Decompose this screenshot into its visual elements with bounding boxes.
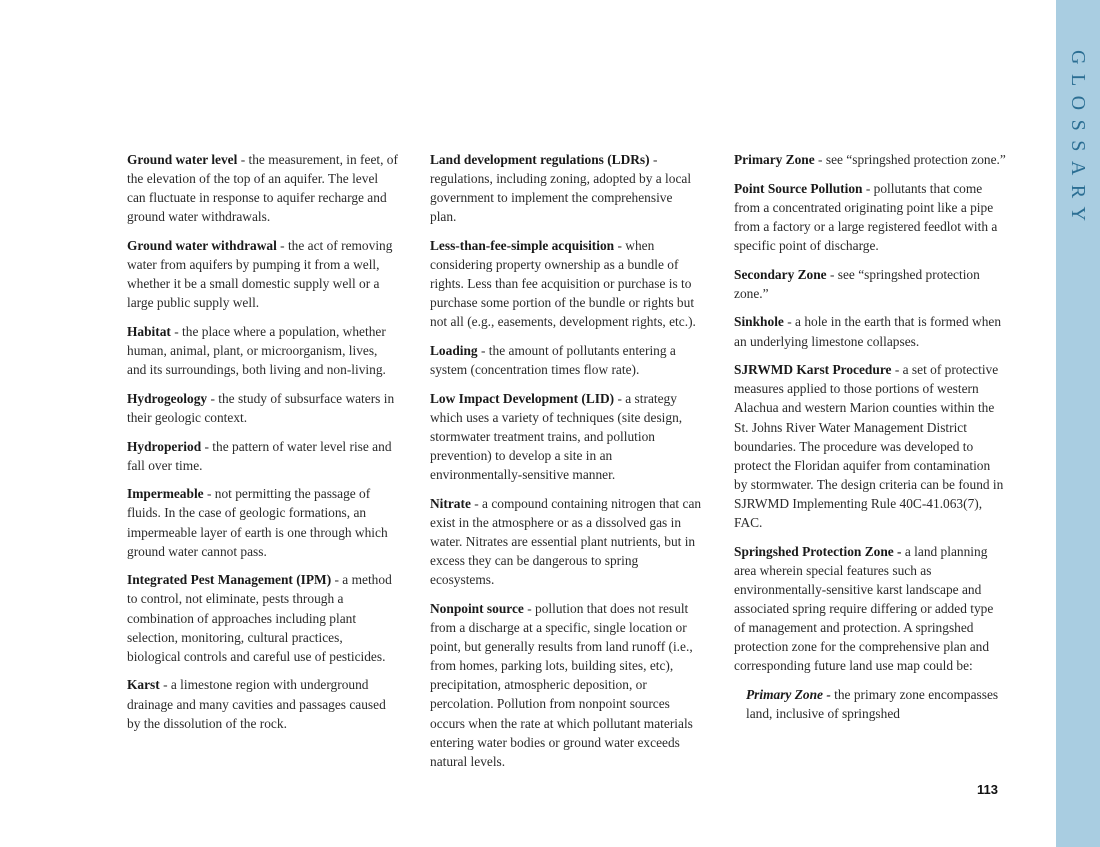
glossary-column-3 [734,150,1006,733]
glossary-entry [127,236,399,312]
glossary-term: Nitrate [430,495,471,511]
glossary-entry [127,389,399,427]
glossary-column-1 [127,150,399,742]
glossary-entry [430,389,702,484]
glossary-definition: - see “springshed protection zone.” [734,266,980,301]
glossary-definition: - a set of protective measures applied to those portions of western Alachua and western Marion counties within the St. Johns River Water Management District boundaries. The procedure was developed to protect the Floridan aquifer from contamination by stormwater. The design criteria can be found in SJRWMD Implementing Rule 40C-41.063(7), FAC. [734,362,1004,530]
glossary-definition: - not permitting the passage of fluids. In the case of geologic formations, an impermeable layer of earth is one through which ground water cannot pass. [127,486,388,559]
glossary-definition: - the measurement, in feet, of the elevation of the top of an aquifer. The level can fluctuate in response to aquifer recharge and ground water withdrawals. [127,152,398,225]
glossary-entry [127,437,399,475]
glossary-definition: - when considering property ownership as a bundle of rights. Less than fee acquisition or purchase is to purchase some portion of the bundle or rights but not all (e.g., easements, development rights, etc.). [430,237,696,330]
glossary-term: Primary Zone [734,152,815,167]
glossary-definition: - the study of subsurface waters in their geologic context. [127,390,395,425]
glossary-term: Impermeable [127,486,204,502]
glossary-entry [127,150,399,226]
glossary-definition: - pollution that does not result from a discharge at a specific, single location or point, but generally results from land runoff (i.e., from homes, parking lots, building sites, etc), precipitation, atmospheric deposition, or percolation. Pollution from nonpoint sources occurs when the rate at which pollutant materials entering water bodies or ground water exceeds natural levels. [430,600,693,769]
glossary-term: Sinkhole [734,314,784,330]
glossary-definition: - a compound containing nitrogen that can exist in the atmosphere or as a dissolved gas in water. Nitrates are essential plant nutrients, but in excess they can be dangerous to spring ecosystems. [430,495,702,588]
glossary-term: Karst [127,677,160,693]
glossary-entry [734,265,1006,303]
glossary-sub-definition: the primary zone encompasses land, inclusive of springshed [746,686,999,721]
glossary-term: Springshed Protection Zone - [734,543,902,559]
glossary-term: Land development regulations (LDRs) [430,152,650,167]
glossary-definition: - the act of removing water from aquifers by pumping it from a well, whether it be a small domestic supply well or a large public supply well. [127,237,393,311]
glossary-definition: - a method to control, not eliminate, pests through a combination of approaches including plant selection, monitoring, cultural practices, biological controls and careful use of pesticides. [127,572,392,664]
glossary-term: Point Source Pollution [734,180,863,196]
glossary-definition: - the pattern of water level rise and fall over time. [127,438,392,473]
glossary-sub-entry [746,685,1006,723]
glossary-entry [127,675,399,732]
glossary-entry [430,599,702,771]
glossary-definition: - regulations, including zoning, adopted by a local government to implement the comprehensive plan. [430,152,692,225]
glossary-term: Integrated Pest Management (IPM) [127,572,332,588]
glossary-entry [430,494,702,589]
glossary-term: Less-than-fee-simple acquisition [430,237,615,253]
page-number: 113 [977,782,998,797]
glossary-term: Hydrogeology [127,390,208,406]
glossary-definition: - the place where a population, whether human, animal, plant, or microorganism, lives, and its surroundings, both living and non-living. [127,323,386,378]
glossary-section-title: GLOSSARY [1067,50,1089,231]
glossary-term: SJRWMD Karst Procedure [734,362,892,378]
glossary-entry [430,236,702,331]
glossary-term: Habitat [127,323,171,339]
glossary-entry [734,150,1006,169]
glossary-entry [430,150,702,226]
glossary-definition: - pollutants that come from a concentrated originating point like a pipe from a factory or a large registered feedlot with a specific point of discharge. [734,180,998,253]
glossary-entry [734,179,1006,255]
glossary-entry [734,312,1006,350]
glossary-entry [734,542,1006,676]
glossary-column-2 [430,150,702,780]
glossary-term: Loading [430,343,478,359]
glossary-entry [734,360,1006,532]
glossary-definition: a land planning area wherein special features such as environmentally-sensitive karst landscape and associated spring require differing or added type of management and protection. A springshed protection zone for the comprehensive plan and corresponding future land use map could be: [734,543,994,674]
glossary-entry [430,341,702,379]
glossary-entry [127,570,399,665]
glossary-term: Ground water withdrawal [127,237,277,253]
glossary-definition: - a hole in the earth that is formed when an underlying limestone collapses. [734,314,1002,349]
glossary-entry [127,322,399,379]
glossary-definition: - see “springshed protection zone.” [814,152,1006,167]
glossary-definition: - a limestone region with underground drainage and many cavities and passages caused by the dissolution of the rock. [127,677,386,731]
glossary-definition: - a strategy which uses a variety of techniques (site design, stormwater treatment trains, and pollution prevention) to develop a site in an environmentally-sensitive manner. [430,390,683,483]
glossary-term: Low Impact Development (LID) [430,390,615,406]
glossary-definition: - the amount of pollutants entering a system (concentration times flow rate). [430,343,676,378]
glossary-term: Ground water level [127,152,238,167]
glossary-sub-term: Primary Zone - [746,686,831,702]
glossary-term: Hydroperiod [127,438,202,454]
glossary-term: Nonpoint source [430,600,524,616]
glossary-entry [127,484,399,560]
glossary-term: Secondary Zone [734,266,827,282]
